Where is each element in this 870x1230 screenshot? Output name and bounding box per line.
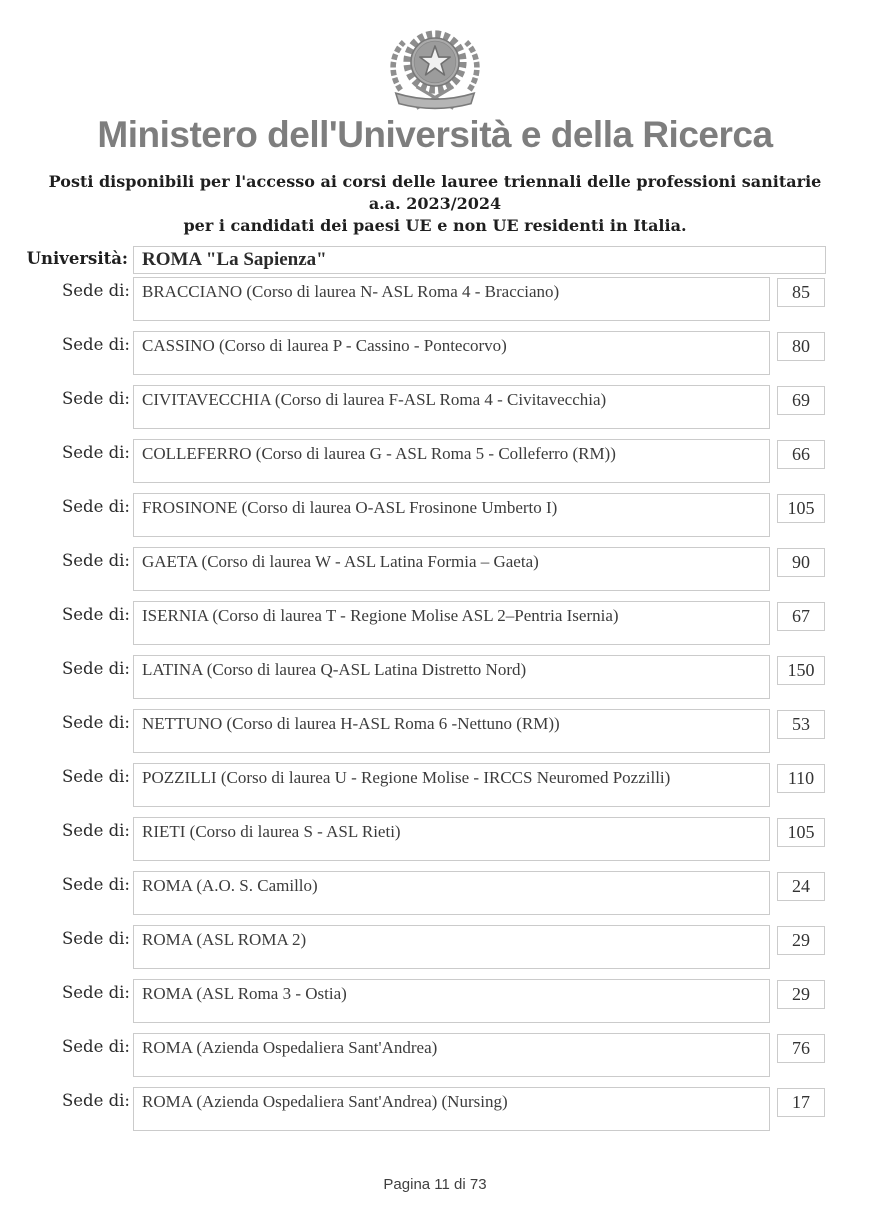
seats-value: 69 [792, 390, 810, 410]
seats-field [777, 332, 825, 361]
university-value: ROMA "La Sapienza" [142, 249, 327, 270]
sede-label: Sede di: [61, 551, 130, 570]
sede-row [0, 654, 870, 708]
sede-course-text: ROMA (Azienda Ospedaliera Sant'Andrea) [142, 1038, 438, 1057]
seats-value: 17 [792, 1092, 810, 1112]
sede-course-text: ISERNIA (Corso di laurea T - Regione Molise ASL 2–Pentria Isernia) [142, 606, 619, 625]
rows-container [0, 276, 870, 1140]
seats-field [777, 656, 825, 685]
sede-course-field [133, 493, 770, 537]
sede-course-field [133, 763, 770, 807]
seats-field [777, 494, 825, 523]
sede-course-text: FROSINONE (Corso di laurea O-ASL Frosinone Umberto I) [142, 498, 558, 517]
sede-row [0, 492, 870, 546]
sede-label: Sede di: [61, 497, 130, 516]
sede-row [0, 438, 870, 492]
sede-course-field [133, 331, 770, 375]
sede-row [0, 384, 870, 438]
seats-field [777, 980, 825, 1009]
seats-value: 76 [792, 1038, 810, 1058]
sede-course-field [133, 1033, 770, 1077]
seats-field [777, 602, 825, 631]
seats-field [777, 278, 825, 307]
sede-course-field [133, 439, 770, 483]
page-subtitle [0, 171, 870, 237]
sede-course-text: RIETI (Corso di laurea S - ASL Rieti) [142, 822, 401, 841]
sede-course-text: BRACCIANO (Corso di laurea N- ASL Roma 4 - Bracciano) [142, 282, 560, 301]
subtitle-line-1: Posti disponibili per l'accesso ai corsi delle lauree triennali delle professioni sanitarie [48, 172, 822, 191]
seats-value: 90 [792, 552, 810, 572]
university-row [0, 246, 870, 274]
sede-row [0, 276, 870, 330]
sede-row [0, 816, 870, 870]
emblem-wrap [0, 26, 870, 119]
sede-label: Sede di: [61, 281, 130, 300]
seats-field [777, 710, 825, 739]
sede-course-text: CIVITAVECCHIA (Corso di laurea F-ASL Roma 4 - Civitavecchia) [142, 390, 607, 409]
sede-course-field [133, 655, 770, 699]
sede-row [0, 600, 870, 654]
seats-field [777, 548, 825, 577]
sede-course-text: ROMA (A.O. S. Camillo) [142, 876, 318, 895]
seats-value: 66 [792, 444, 810, 464]
university-label: Università: [26, 249, 128, 268]
sede-course-field [133, 277, 770, 321]
sede-label: Sede di: [61, 1091, 130, 1110]
seats-field [777, 764, 825, 793]
seats-field [777, 818, 825, 847]
italy-republic-emblem-icon [383, 26, 487, 119]
seats-value: 53 [792, 714, 810, 734]
sede-course-text: LATINA (Corso di laurea Q-ASL Latina Distretto Nord) [142, 660, 527, 679]
sede-row [0, 978, 870, 1032]
seats-value: 150 [787, 660, 815, 680]
sede-label: Sede di: [61, 875, 130, 894]
sede-row [0, 870, 870, 924]
sede-course-field [133, 925, 770, 969]
seats-field [777, 926, 825, 955]
seats-field [777, 872, 825, 901]
sede-course-field [133, 385, 770, 429]
sede-course-field [133, 979, 770, 1023]
sede-label: Sede di: [61, 713, 130, 732]
sede-row [0, 924, 870, 978]
sede-row [0, 1032, 870, 1086]
sede-label: Sede di: [61, 767, 130, 786]
page-number: Pagina 11 di 73 [383, 1176, 487, 1193]
sede-course-field [133, 547, 770, 591]
sede-label: Sede di: [61, 929, 130, 948]
sede-row [0, 1086, 870, 1140]
seats-field [777, 440, 825, 469]
page-title: Ministero dell'Università e della Ricerca [97, 114, 773, 155]
sede-course-field [133, 1087, 770, 1131]
seats-value: 29 [792, 930, 810, 950]
sede-label: Sede di: [61, 821, 130, 840]
sede-row [0, 708, 870, 762]
sede-course-text: CASSINO (Corso di laurea P - Cassino - Pontecorvo) [142, 336, 507, 355]
sede-course-text: GAETA (Corso di laurea W - ASL Latina Formia – Gaeta) [142, 552, 539, 571]
university-value-field [133, 246, 826, 274]
sede-label: Sede di: [61, 983, 130, 1002]
subtitle-line-3: per i candidati dei paesi UE e non UE residenti in Italia. [183, 216, 687, 235]
seats-value: 105 [787, 822, 815, 842]
seats-value: 67 [792, 606, 810, 626]
sede-row [0, 330, 870, 384]
sede-course-text: NETTUNO (Corso di laurea H-ASL Roma 6 -Nettuno (RM)) [142, 714, 560, 733]
sede-label: Sede di: [61, 389, 130, 408]
sede-row [0, 546, 870, 600]
sede-course-text: COLLEFERRO (Corso di laurea G - ASL Roma 5 - Colleferro (RM)) [142, 444, 616, 463]
seats-field [777, 386, 825, 415]
sede-label: Sede di: [61, 335, 130, 354]
seats-value: 105 [787, 498, 815, 518]
sede-label: Sede di: [61, 1037, 130, 1056]
sede-course-text: ROMA (ASL ROMA 2) [142, 930, 307, 949]
sede-course-text: ROMA (Azienda Ospedaliera Sant'Andrea) (Nursing) [142, 1092, 508, 1111]
seats-field [777, 1088, 825, 1117]
seats-value: 24 [792, 876, 810, 896]
subtitle-line-2: a.a. 2023/2024 [368, 194, 502, 213]
sede-course-text: POZZILLI (Corso di laurea U - Regione Molise - IRCCS Neuromed Pozzilli) [142, 768, 671, 787]
sede-label: Sede di: [61, 443, 130, 462]
seats-value: 29 [792, 984, 810, 1004]
sede-label: Sede di: [61, 659, 130, 678]
sede-course-field [133, 601, 770, 645]
sede-label: Sede di: [61, 605, 130, 624]
seats-value: 110 [787, 768, 815, 788]
sede-course-field [133, 709, 770, 753]
sede-course-field [133, 817, 770, 861]
sede-course-field [133, 871, 770, 915]
sede-row [0, 762, 870, 816]
seats-field [777, 1034, 825, 1063]
seats-value: 85 [792, 282, 810, 302]
seats-value: 80 [792, 336, 810, 356]
sede-course-text: ROMA (ASL Roma 3 - Ostia) [142, 984, 347, 1003]
